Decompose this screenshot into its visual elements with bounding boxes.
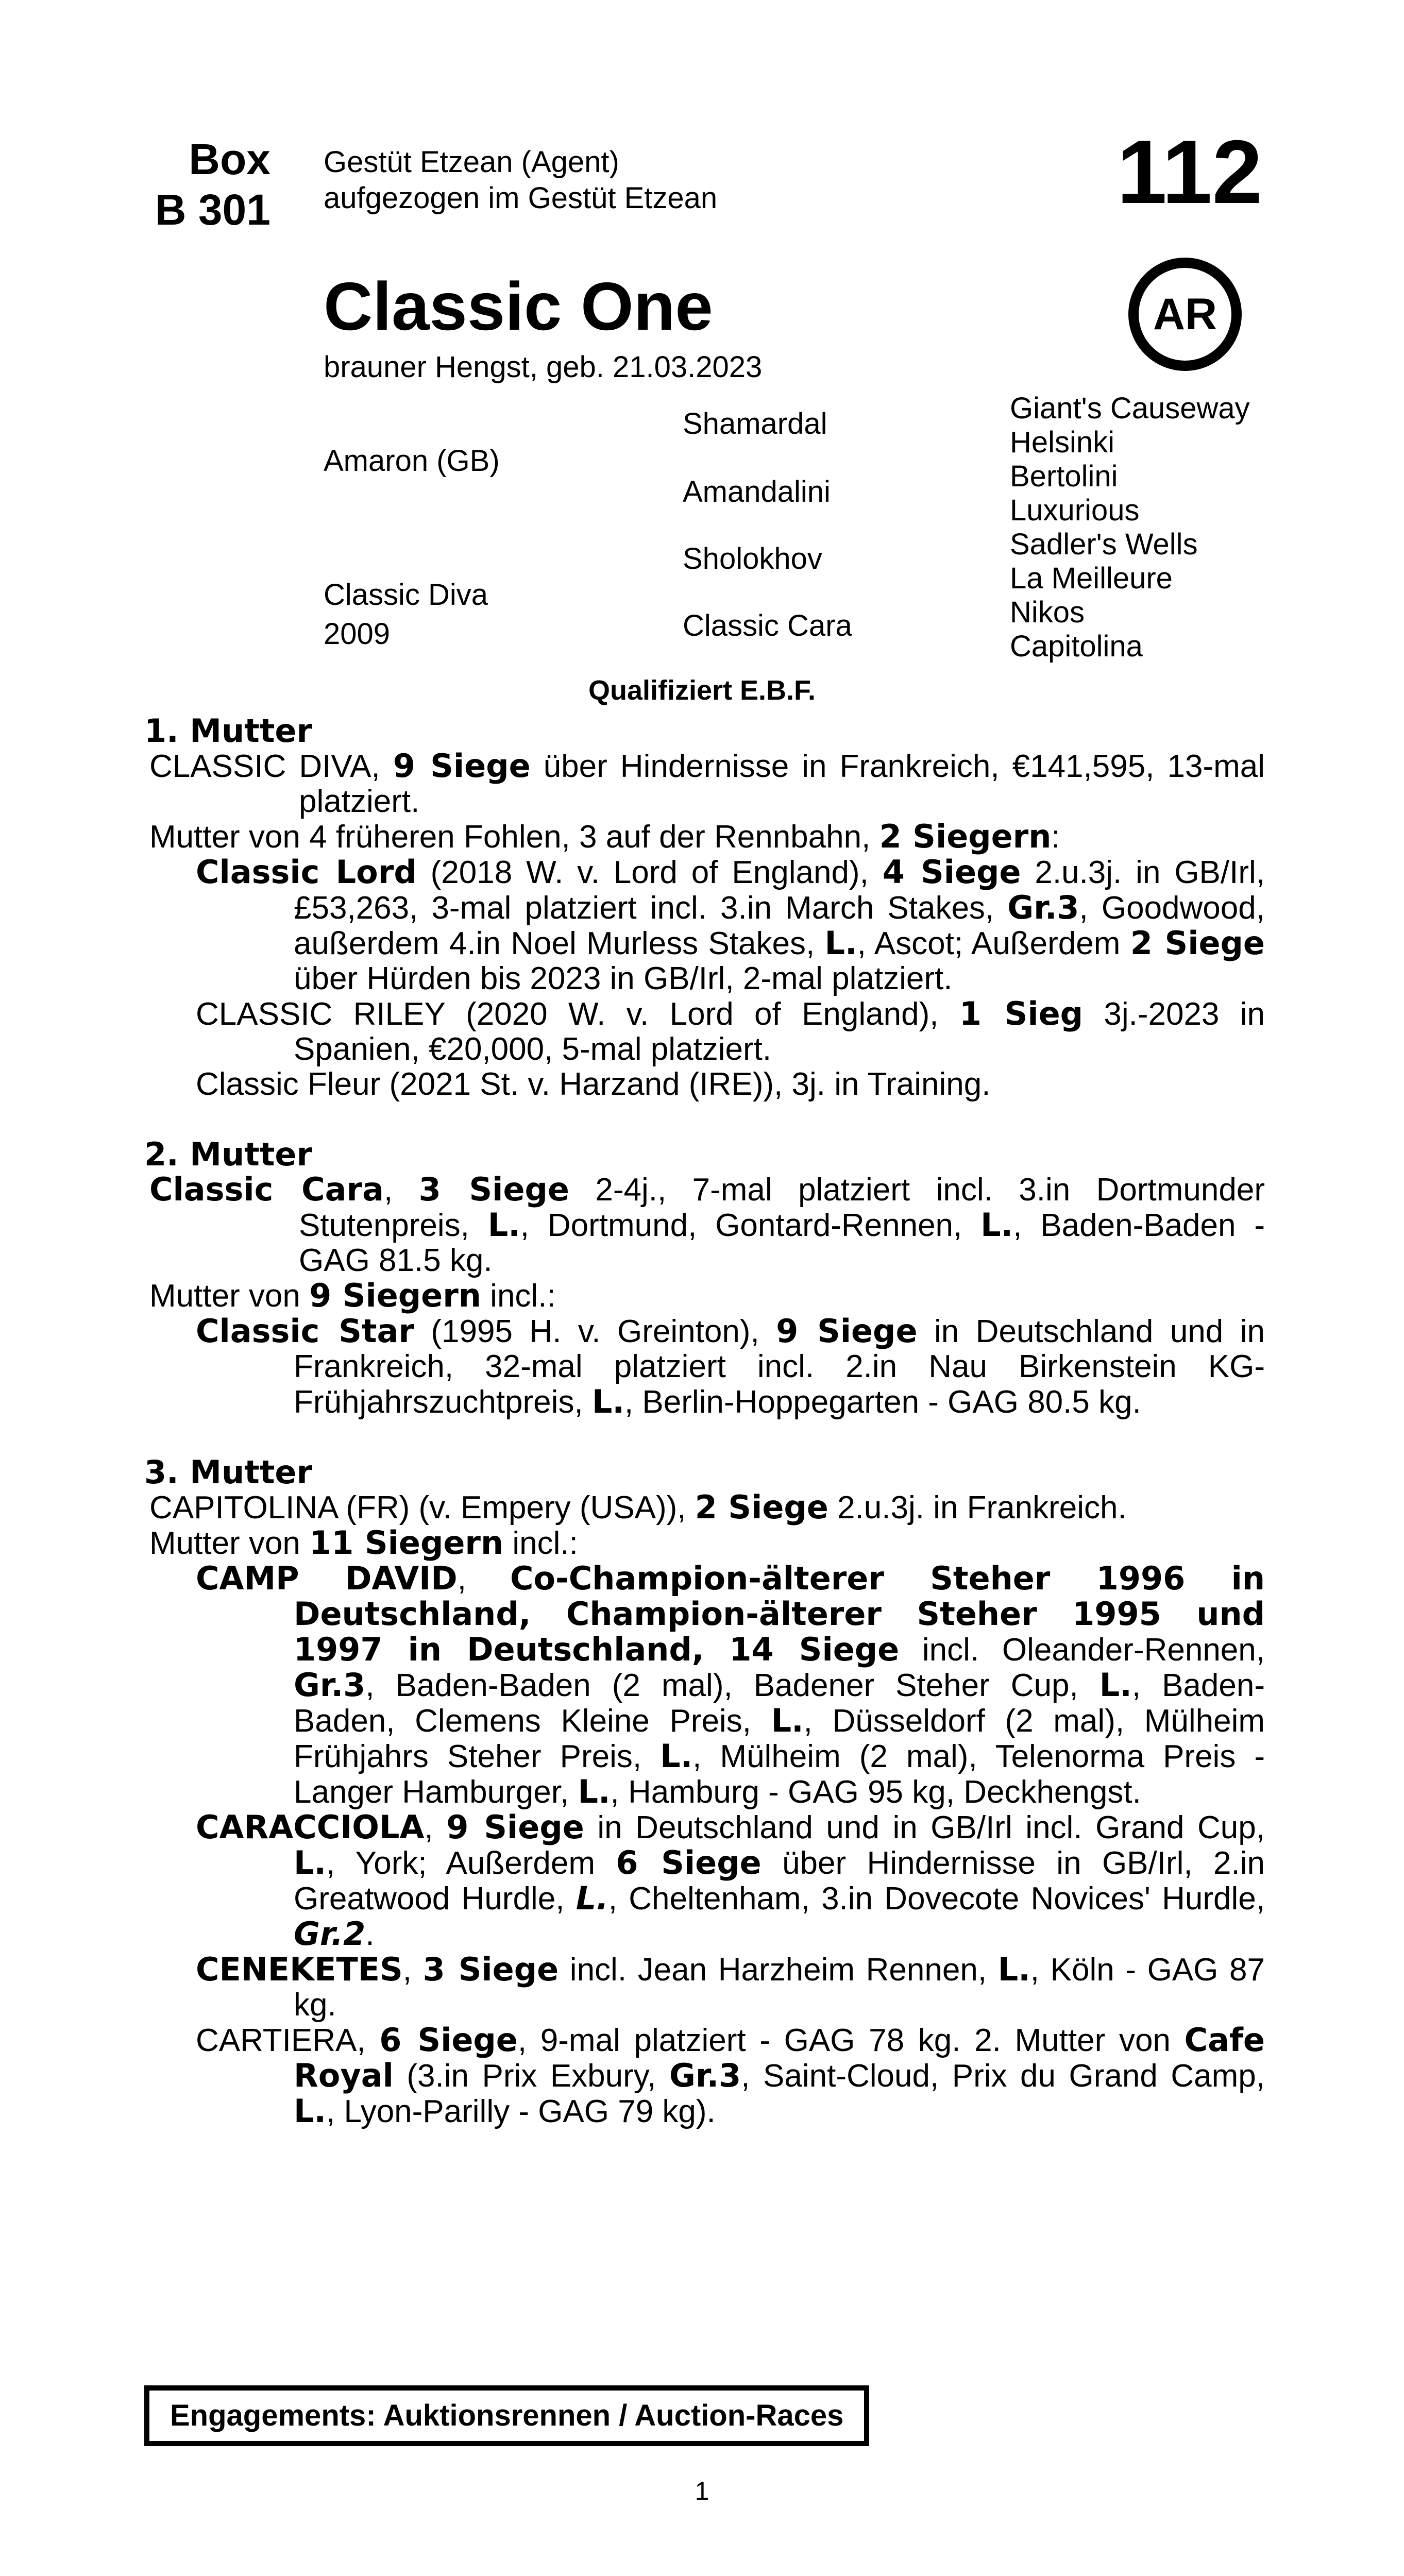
raised-at-line: aufgezogen im Gestüt Etzean	[324, 181, 718, 215]
horse-name: Classic One	[324, 268, 713, 344]
section-heading: 2. Mutter	[144, 1136, 313, 1173]
pedigree-gen3	[1010, 392, 1250, 664]
pedigree-dam-year: 2009	[324, 617, 391, 651]
pedigree-sire-sire: Shamardal	[683, 407, 827, 440]
lot-number: 112	[1117, 122, 1262, 223]
box-number: B 301	[155, 185, 270, 234]
section-heading: 1. Mutter	[144, 712, 313, 750]
pedigree-gen3-item: Luxurious	[1010, 494, 1140, 527]
pedigree-gen3-item: Capitolina	[1010, 630, 1143, 663]
produce-entry: CLASSIC RILEY (2020 W. v. Lord of England), 1 Sieg 3j.-2023 in Spanien, €20,000, 5-mal platziert.	[196, 995, 1265, 1067]
pedigree-sire-dam: Amandalini	[683, 475, 831, 509]
first-dam-produce-summary: Mutter von 4 früheren Fohlen, 3 auf der Rennbahn, 2 Siegern:	[149, 818, 1060, 855]
qualification-note: Qualifiziert E.B.F.	[588, 675, 816, 706]
produce-entry: CARTIERA, 6 Siege, 9-mal platziert - GAG 78 kg. 2. Mutter von Cafe Royal (3.in Prix Exbury, Gr.3, Saint-Cloud, Prix du Grand Camp, L., Lyon-Parilly - GAG 79 kg).	[196, 2021, 1265, 2130]
second-dam-produce-summary: Mutter von 9 Siegern incl.:	[149, 1277, 556, 1314]
pedigree-dam-sire: Sholokhov	[683, 542, 822, 575]
produce-entry: Classic Fleur (2021 St. v. Harzand (IRE)), 3j. in Training.	[196, 1066, 991, 1102]
first-dam-record: CLASSIC DIVA, 9 Siege über Hindernisse in Frankreich, €141,595, 13-mal platziert.	[149, 747, 1265, 819]
produce-entry: CENEKETES, 3 Siege incl. Jean Harzheim Rennen, L., Köln - GAG 87 kg.	[196, 1951, 1265, 2023]
pedigree-gen3-item: Giant's Causeway	[1010, 392, 1250, 425]
produce-entry: CARACCIOLA, 9 Siege in Deutschland und in GB/Irl incl. Grand Cup, L., York; Außerdem 6 Siege über Hindernisse in GB/Irl, 2.in Greatwood Hurdle, L., Cheltenham, 3.in Dovecote Novices' Hurdle, Gr.2.	[196, 1808, 1265, 1953]
box-label	[64, 134, 270, 235]
pedigree-dam: Classic Diva	[324, 578, 488, 612]
ar-badge-icon	[1128, 258, 1242, 371]
pedigree-gen3-item: Nikos	[1010, 596, 1085, 629]
produce-entry: CAMP DAVID, Co-Champion-älterer Steher 1996 in Deutschland, Champion-älterer Steher 1995 und 1997 in Deutschland, 14 Siege incl. Oleander-Rennen, Gr.3, Baden-Baden (2 mal), Badener Steher Cup, L., Baden-Baden, Clemens Kleine Preis, L., Düsseldorf (2 mal), Mülheim Frühjahrs Steher Preis, L., Mülheim (2 mal), Telenorma Preis - Langer Hamburger, L., Hamburg - GAG 95 kg, Deckhengst.	[196, 1560, 1265, 1810]
pedigree-gen3-item: Sadler's Wells	[1010, 528, 1198, 561]
breeder-info	[324, 144, 717, 216]
badge-text: AR	[1153, 289, 1217, 339]
second-dam-record: Classic Cara, 3 Siege 2-4j., 7-mal platziert incl. 3.in Dortmunder Stutenpreis, L., Dortmund, Gontard-Rennen, L., Baden-Baden - GAG 81.5 kg.	[149, 1171, 1265, 1278]
produce-record	[144, 714, 1265, 2129]
breeder-line: Gestüt Etzean (Agent)	[324, 145, 619, 179]
pedigree-sire: Amaron (GB)	[324, 444, 500, 478]
pedigree-gen3-item: Helsinki	[1010, 426, 1115, 459]
pedigree-gen3-item: La Meilleure	[1010, 562, 1173, 595]
page-number: 1	[695, 2477, 709, 2505]
produce-entry: Classic Star (1995 H. v. Greinton), 9 Siege in Deutschland und in Frankreich, 32-mal platziert incl. 2.in Nau Birkenstein KG-Frühjahrszuchtpreis, L., Berlin-Hoppegarten - GAG 80.5 kg.	[196, 1312, 1265, 1420]
horse-description: brauner Hengst, geb. 21.03.2023	[324, 350, 763, 384]
box-label-word: Box	[189, 135, 270, 183]
third-dam-record: CAPITOLINA (FR) (v. Empery (USA)), 2 Siege 2.u.3j. in Frankreich.	[149, 1488, 1127, 1526]
engagements-box: Engagements: Auktionsrennen / Auction-Races	[144, 2385, 869, 2446]
produce-entry: Classic Lord (2018 W. v. Lord of England), 4 Siege 2.u.3j. in GB/Irl, £53,263, 3-mal platziert incl. 3.in March Stakes, Gr.3, Goodwood, außerdem 4.in Noel Murless Stakes, L., Ascot; Außerdem 2 Siege über Hürden bis 2023 in GB/Irl, 2-mal platziert.	[196, 853, 1265, 996]
section-heading: 3. Mutter	[144, 1453, 313, 1491]
third-dam-produce-summary: Mutter von 11 Siegern incl.:	[149, 1524, 578, 1562]
pedigree-dam-dam: Classic Cara	[683, 609, 852, 642]
pedigree-gen3-item: Bertolini	[1010, 460, 1118, 493]
